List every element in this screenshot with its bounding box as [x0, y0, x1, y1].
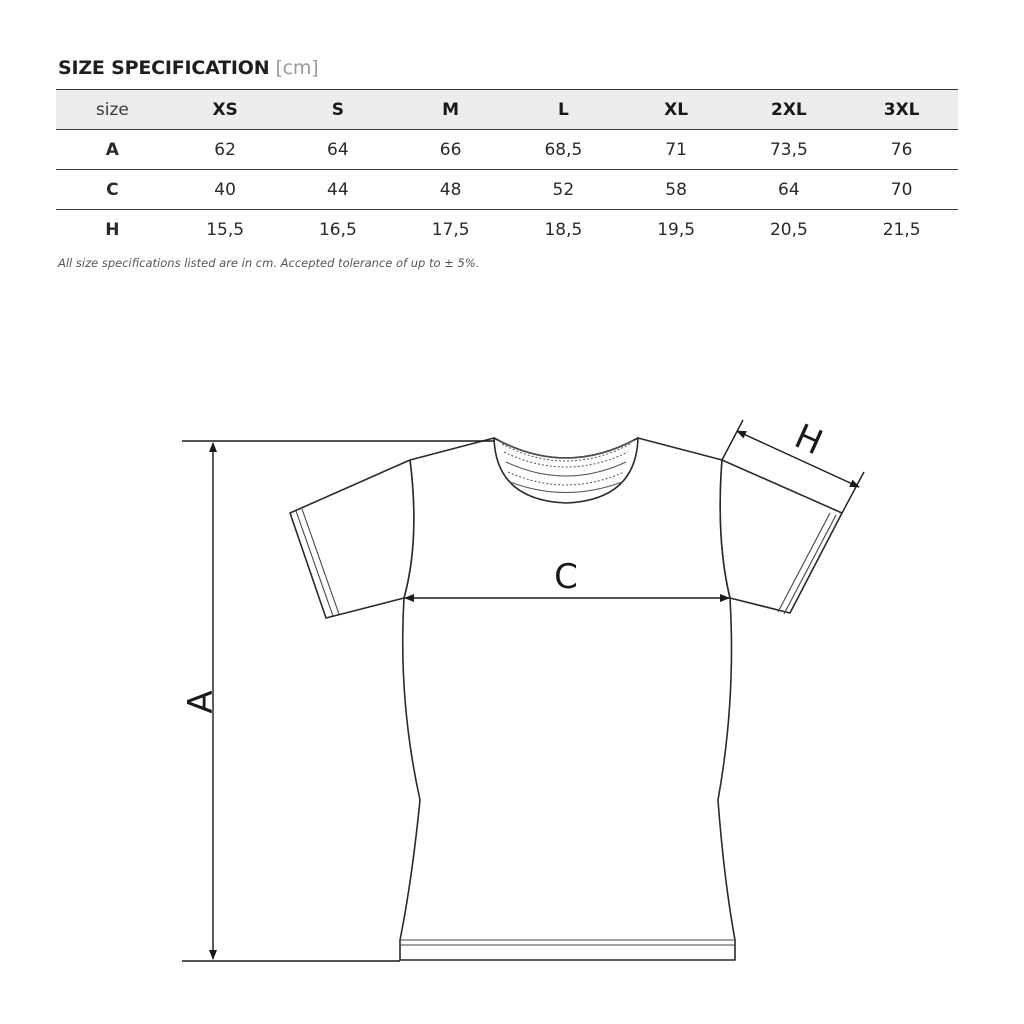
header-size: M: [394, 90, 507, 130]
table-cell: 19,5: [657, 219, 696, 240]
dimension-label-c: C: [554, 557, 578, 597]
table-cell: 18,5: [544, 219, 583, 240]
header-size: S: [282, 90, 395, 130]
header-size-label: size: [56, 90, 169, 130]
table-cell: 64: [733, 170, 846, 210]
header-size: 3XL: [845, 90, 958, 130]
table-cell: 44: [282, 170, 395, 210]
dimension-label-h: H: [788, 416, 829, 464]
table-cell: 73,5: [733, 130, 846, 170]
table-cell: 68,5: [507, 130, 620, 170]
table-cell: 15,5: [206, 219, 245, 240]
row-label: A: [56, 130, 169, 170]
title-unit: [cm]: [275, 57, 319, 79]
row-label: H: [105, 219, 120, 240]
table-cell: 20,5: [769, 219, 808, 240]
table-cell: 64: [282, 130, 395, 170]
header-size: XL: [620, 90, 733, 130]
title-main: SIZE SPECIFICATION: [58, 57, 270, 79]
header-size: XS: [169, 90, 282, 130]
table-cell: 62: [169, 130, 282, 170]
table-cell: 40: [169, 170, 282, 210]
row-label: C: [56, 170, 169, 210]
table-cell: 70: [845, 170, 958, 210]
table-cell: 58: [620, 170, 733, 210]
dimension-label-a: A: [181, 690, 221, 714]
table-cell: 76: [845, 130, 958, 170]
table-cell: 17,5: [431, 219, 470, 240]
table-cell: 71: [620, 130, 733, 170]
header-size: L: [507, 90, 620, 130]
tolerance-note: All size specifications listed are in cm. Accepted tolerance of up to ± 5%.: [58, 256, 480, 270]
table-cell: 66: [394, 130, 507, 170]
table-cell: 52: [507, 170, 620, 210]
tshirt-outline: [290, 438, 842, 960]
header-size: 2XL: [733, 90, 846, 130]
table-cell: 48: [394, 170, 507, 210]
table-cell: 21,5: [882, 219, 921, 240]
table-cell: 16,5: [318, 219, 357, 240]
